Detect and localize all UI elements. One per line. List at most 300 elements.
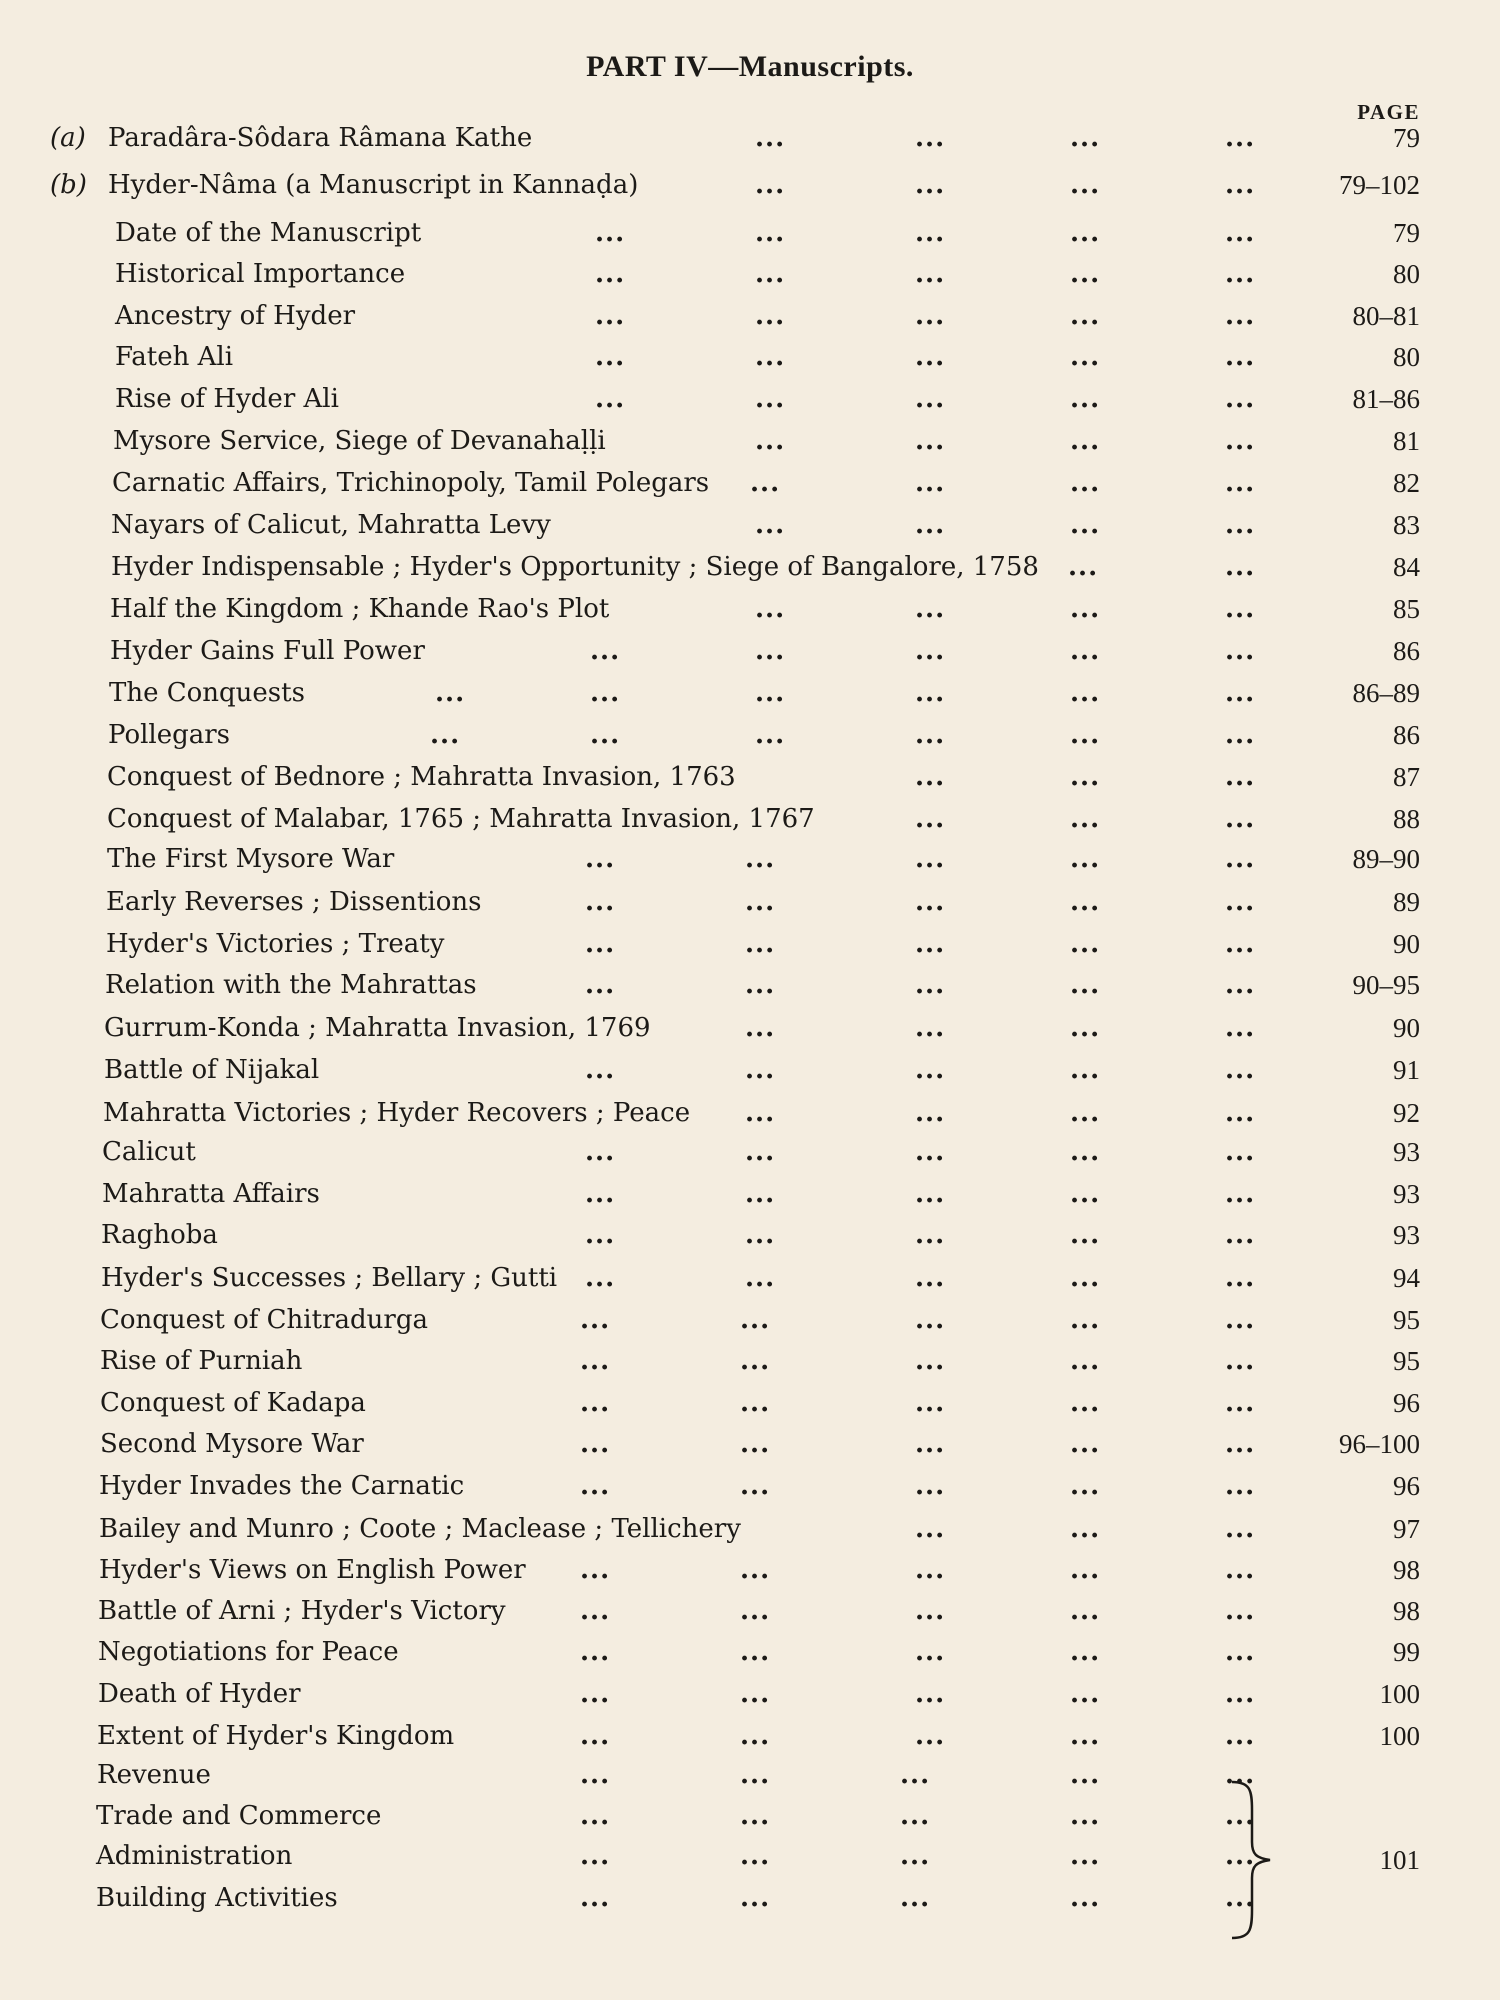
- entry-title: Negotiations for Peace: [98, 1637, 399, 1667]
- entry-title: Relation with the Mahrattas: [105, 970, 477, 1000]
- toc-entry: [0, 165, 1500, 205]
- leader-dots: ...: [595, 301, 626, 331]
- leader-dots: ...: [915, 970, 946, 1000]
- leader-dots: ...: [1225, 552, 1256, 582]
- entry-title: Conquest of Chitradurga: [100, 1305, 428, 1335]
- entry-title: Early Reverses ; Dissentions: [106, 887, 482, 917]
- leader-dots: ...: [755, 426, 786, 456]
- page-number: 79: [1393, 123, 1420, 153]
- right-brace-icon: [1230, 1780, 1290, 1940]
- leader-dots: ...: [915, 804, 946, 834]
- leader-dots: ...: [915, 1388, 946, 1418]
- entry-title: Conquest of Bednore ; Mahratta Invasion, 1763: [107, 762, 736, 792]
- leader-dots: ...: [1070, 1429, 1101, 1459]
- leader-dots: ...: [1225, 636, 1256, 666]
- entry-title: Historical Importance: [115, 259, 406, 289]
- entry-title: Second Mysore War: [100, 1429, 364, 1459]
- leader-dots: ...: [1070, 1220, 1101, 1250]
- leader-dots: ...: [1070, 123, 1101, 153]
- page-number: 82: [1393, 468, 1420, 498]
- page-number: 89: [1393, 887, 1420, 917]
- leader-dots: ...: [590, 636, 621, 666]
- toc-entry: [0, 118, 1500, 158]
- toc-entry: [0, 1674, 1500, 1714]
- leader-dots: ...: [1225, 929, 1256, 959]
- leader-dots: ...: [755, 218, 786, 248]
- entry-title: Pollegars: [108, 720, 231, 750]
- leader-dots: ...: [1070, 1388, 1101, 1418]
- page-number: 100: [1379, 1721, 1420, 1751]
- toc-entry: [0, 213, 1500, 253]
- toc-entry: [0, 379, 1500, 419]
- leader-dots: ...: [580, 1721, 611, 1751]
- leader-dots: ...: [1070, 887, 1101, 917]
- leader-dots: ...: [1225, 342, 1256, 372]
- page-number: 80: [1393, 259, 1420, 289]
- leader-dots: ...: [740, 1346, 771, 1376]
- leader-dots: ...: [1070, 1596, 1101, 1626]
- leader-dots: ...: [595, 259, 626, 289]
- page-number: 93: [1393, 1220, 1420, 1250]
- toc-entry: [0, 1550, 1500, 1590]
- leader-dots: ...: [745, 929, 776, 959]
- toc-entry: [0, 1341, 1500, 1381]
- toc-entry: [0, 547, 1500, 587]
- page-number: 91: [1393, 1055, 1420, 1085]
- leader-dots: ...: [595, 342, 626, 372]
- entry-title: Bailey and Munro ; Coote ; Maclease ; Tellichery: [99, 1514, 741, 1544]
- leader-dots: ...: [915, 426, 946, 456]
- leader-dots: ...: [580, 1555, 611, 1585]
- leader-dots: ...: [745, 1055, 776, 1085]
- toc-entry: [0, 1383, 1500, 1423]
- page-number: 96–100: [1339, 1429, 1420, 1459]
- page-number: 86–89: [1352, 678, 1420, 708]
- leader-dots: ...: [900, 1841, 931, 1871]
- page-title: PART IV—Manuscripts.: [586, 50, 914, 83]
- toc-entry: [0, 631, 1500, 671]
- toc-entry: [0, 337, 1500, 377]
- leader-dots: ...: [1225, 1841, 1256, 1871]
- leader-dots: ...: [755, 384, 786, 414]
- toc-entry: [0, 505, 1500, 545]
- entry-title: Hyder-Nâma (a Manuscript in Kannaḍa): [108, 170, 639, 200]
- leader-dots: ...: [740, 1429, 771, 1459]
- leader-dots: ...: [1070, 426, 1101, 456]
- entry-title: Hyder Gains Full Power: [110, 636, 425, 666]
- leader-dots: ...: [1070, 218, 1101, 248]
- leader-dots: ...: [1070, 970, 1101, 1000]
- leader-dots: ...: [915, 1637, 946, 1667]
- leader-dots: ...: [1225, 1220, 1256, 1250]
- leader-dots: ...: [745, 1098, 776, 1128]
- leader-dots: ...: [745, 970, 776, 1000]
- leader-dots: ...: [915, 1055, 946, 1085]
- leader-dots: ...: [580, 1883, 611, 1913]
- leader-dots: ...: [915, 342, 946, 372]
- leader-dots: ...: [1070, 594, 1101, 624]
- leader-dots: ...: [750, 468, 781, 498]
- leader-dots: ...: [1225, 1013, 1256, 1043]
- entry-title: Hyder Indispensable ; Hyder's Opportunity ; Siege of Bangalore, 1758: [111, 552, 1039, 582]
- entry-title: Calicut: [102, 1137, 196, 1167]
- leader-dots: ...: [585, 1220, 616, 1250]
- leader-dots: ...: [1225, 1098, 1256, 1128]
- leader-dots: ...: [915, 468, 946, 498]
- entry-title: Hyder's Views on English Power: [99, 1555, 526, 1585]
- leader-dots: ...: [740, 1637, 771, 1667]
- leader-dots: ...: [745, 844, 776, 874]
- entry-title: Administration: [96, 1841, 293, 1871]
- leader-dots: ...: [1225, 1514, 1256, 1544]
- leader-dots: ...: [915, 1514, 946, 1544]
- entry-title: Mahratta Victories ; Hyder Recovers ; Peace: [103, 1098, 691, 1128]
- leader-dots: ...: [915, 762, 946, 792]
- leader-dots: ...: [1070, 804, 1101, 834]
- leader-dots: ...: [740, 1305, 771, 1335]
- toc-entry: [0, 1716, 1500, 1756]
- leader-dots: ...: [1225, 1883, 1256, 1913]
- leader-dots: ...: [745, 1137, 776, 1167]
- entry-title: Mahratta Affairs: [102, 1179, 320, 1209]
- page-number: 92: [1393, 1098, 1420, 1128]
- leader-dots: ...: [1225, 844, 1256, 874]
- entry-title: Raghoba: [101, 1220, 218, 1250]
- leader-dots: ...: [755, 259, 786, 289]
- entry-title: Revenue: [97, 1760, 211, 1790]
- page-number: 84: [1393, 552, 1420, 582]
- leader-dots: ...: [1225, 594, 1256, 624]
- leader-dots: ...: [1070, 1013, 1101, 1043]
- leader-dots: ...: [1225, 1388, 1256, 1418]
- leader-dots: ...: [1225, 1471, 1256, 1501]
- page-number: 100: [1379, 1679, 1420, 1709]
- leader-dots: ...: [1070, 1346, 1101, 1376]
- leader-dots: ...: [1070, 1637, 1101, 1667]
- leader-dots: ...: [915, 510, 946, 540]
- leader-dots: ...: [585, 844, 616, 874]
- page-number: 90–95: [1352, 970, 1420, 1000]
- leader-dots: ...: [740, 1471, 771, 1501]
- leader-dots: ...: [1070, 1841, 1101, 1871]
- leader-dots: ...: [1225, 720, 1256, 750]
- entry-title: Battle of Nijakal: [104, 1055, 320, 1085]
- page-number: 83: [1393, 510, 1420, 540]
- leader-dots: ...: [915, 1137, 946, 1167]
- toc-entry: [0, 757, 1500, 797]
- leader-dots: ...: [580, 1429, 611, 1459]
- page-number: 80: [1393, 342, 1420, 372]
- leader-dots: ...: [1225, 1263, 1256, 1293]
- leader-dots: ...: [1225, 970, 1256, 1000]
- page-number: 79: [1393, 218, 1420, 248]
- leader-dots: ...: [580, 1801, 611, 1831]
- leader-dots: ...: [1225, 678, 1256, 708]
- leader-dots: ...: [1225, 1801, 1256, 1831]
- page-number: 86: [1393, 720, 1420, 750]
- leader-dots: ...: [585, 929, 616, 959]
- toc-entry: [0, 254, 1500, 294]
- page-number: 79–102: [1339, 170, 1420, 200]
- entry-title: The First Mysore War: [107, 844, 395, 874]
- toc-entry: [0, 1509, 1500, 1549]
- page-number: 86: [1393, 636, 1420, 666]
- leader-dots: ...: [585, 1179, 616, 1209]
- leader-dots: ...: [740, 1679, 771, 1709]
- entry-title: Extent of Hyder's Kingdom: [97, 1721, 455, 1751]
- entry-title: Hyder's Successes ; Bellary ; Gutti: [101, 1263, 558, 1293]
- leader-dots: ...: [755, 594, 786, 624]
- leader-dots: ...: [900, 1883, 931, 1913]
- leader-dots: ...: [915, 1471, 946, 1501]
- grouped-page-number: 101: [1379, 1845, 1420, 1875]
- entry-title: Date of the Manuscript: [115, 218, 422, 248]
- leader-dots: ...: [915, 1305, 946, 1335]
- page-number: 94: [1393, 1263, 1420, 1293]
- leader-dots: ...: [1225, 1555, 1256, 1585]
- toc-entry: [0, 1300, 1500, 1340]
- toc-entry: [0, 882, 1500, 922]
- leader-dots: ...: [915, 678, 946, 708]
- leader-dots: ...: [1070, 1801, 1101, 1831]
- leader-dots: ...: [740, 1801, 771, 1831]
- page-number: 98: [1393, 1596, 1420, 1626]
- leader-dots: ...: [1070, 1555, 1101, 1585]
- leader-dots: ...: [755, 170, 786, 200]
- page-number: 96: [1393, 1388, 1420, 1418]
- leader-dots: ...: [1225, 510, 1256, 540]
- toc-entry: [0, 421, 1500, 461]
- leader-dots: ...: [435, 678, 466, 708]
- leader-dots: ...: [1070, 1471, 1101, 1501]
- leader-dots: ...: [585, 970, 616, 1000]
- entry-title: Death of Hyder: [98, 1679, 301, 1709]
- page-number: 88: [1393, 804, 1420, 834]
- toc-entry: [0, 1132, 1500, 1172]
- entry-title: Fateh Ali: [115, 342, 234, 372]
- entry-title: Half the Kingdom ; Khande Rao's Plot: [110, 594, 610, 624]
- leader-dots: ...: [740, 1841, 771, 1871]
- leader-dots: ...: [915, 1679, 946, 1709]
- leader-dots: ...: [1225, 1346, 1256, 1376]
- leader-dots: ...: [1070, 170, 1101, 200]
- toc-entry: [0, 463, 1500, 503]
- leader-dots: ...: [915, 887, 946, 917]
- page-number: 97: [1393, 1514, 1420, 1544]
- leader-dots: ...: [740, 1388, 771, 1418]
- page-number: 89–90: [1352, 844, 1420, 874]
- toc-entry: [0, 1008, 1500, 1048]
- leader-dots: ...: [915, 1220, 946, 1250]
- leader-dots: ...: [915, 123, 946, 153]
- leader-dots: ...: [590, 678, 621, 708]
- entry-title: Hyder Invades the Carnatic: [99, 1471, 465, 1501]
- leader-dots: ...: [915, 1596, 946, 1626]
- leader-dots: ...: [1225, 468, 1256, 498]
- leader-dots: ...: [1225, 123, 1256, 153]
- toc-entry: [0, 924, 1500, 964]
- leader-dots: ...: [1070, 301, 1101, 331]
- leader-dots: ...: [1068, 552, 1099, 582]
- leader-dots: ...: [1070, 384, 1101, 414]
- leader-dots: ...: [915, 259, 946, 289]
- page-number: 90: [1393, 1013, 1420, 1043]
- leader-dots: ...: [1225, 1596, 1256, 1626]
- page-number: 81: [1393, 426, 1420, 456]
- page-number: 81–86: [1352, 384, 1420, 414]
- leader-dots: ...: [595, 218, 626, 248]
- leader-dots: ...: [580, 1637, 611, 1667]
- leader-dots: ...: [915, 1263, 946, 1293]
- leader-dots: ...: [585, 1263, 616, 1293]
- leader-dots: ...: [755, 720, 786, 750]
- page-number: 90: [1393, 929, 1420, 959]
- page-number: 98: [1393, 1555, 1420, 1585]
- leader-dots: ...: [1070, 720, 1101, 750]
- leader-dots: ...: [745, 887, 776, 917]
- toc-entry: [0, 839, 1500, 879]
- leader-dots: ...: [1070, 259, 1101, 289]
- entry-title: Nayars of Calicut, Mahratta Levy: [111, 510, 551, 540]
- entry-title: Mysore Service, Siege of Devanahaḷḷi: [113, 426, 606, 456]
- leader-dots: ...: [1070, 1179, 1101, 1209]
- entry-marker: (b): [50, 170, 87, 200]
- leader-dots: ...: [1070, 1883, 1101, 1913]
- leader-dots: ...: [580, 1346, 611, 1376]
- leader-dots: ...: [590, 720, 621, 750]
- leader-dots: ...: [580, 1841, 611, 1871]
- leader-dots: ...: [1225, 1760, 1256, 1790]
- leader-dots: ...: [1070, 1514, 1101, 1544]
- leader-dots: ...: [1070, 468, 1101, 498]
- leader-dots: ...: [1225, 804, 1256, 834]
- leader-dots: ...: [585, 1055, 616, 1085]
- leader-dots: ...: [745, 1220, 776, 1250]
- entry-title: Paradâra-Sôdara Râmana Kathe: [108, 123, 533, 153]
- leader-dots: ...: [900, 1760, 931, 1790]
- leader-dots: ...: [1225, 384, 1256, 414]
- leader-dots: ...: [915, 1013, 946, 1043]
- entry-marker: (a): [50, 123, 86, 153]
- leader-dots: ...: [1070, 678, 1101, 708]
- leader-dots: ...: [915, 1346, 946, 1376]
- leader-dots: ...: [915, 170, 946, 200]
- entry-title: The Conquests: [109, 678, 305, 708]
- leader-dots: ...: [1070, 1098, 1101, 1128]
- leader-dots: ...: [755, 342, 786, 372]
- leader-dots: ...: [1070, 1679, 1101, 1709]
- leader-dots: ...: [1070, 1760, 1101, 1790]
- toc-entry: [0, 1050, 1500, 1090]
- toc-entry: [0, 296, 1500, 336]
- entry-title: Building Activities: [96, 1883, 338, 1913]
- page-number: 87: [1393, 762, 1420, 792]
- toc-entry: [0, 673, 1500, 713]
- page-number: 96: [1393, 1471, 1420, 1501]
- leader-dots: ...: [915, 218, 946, 248]
- leader-dots: ...: [1070, 1137, 1101, 1167]
- leader-dots: ...: [915, 594, 946, 624]
- leader-dots: ...: [915, 384, 946, 414]
- toc-entry: [0, 1466, 1500, 1506]
- leader-dots: ...: [580, 1388, 611, 1418]
- leader-dots: ...: [1225, 301, 1256, 331]
- toc-entry: [0, 1424, 1500, 1464]
- leader-dots: ...: [745, 1013, 776, 1043]
- leader-dots: ...: [755, 301, 786, 331]
- leader-dots: ...: [1225, 1429, 1256, 1459]
- leader-dots: ...: [580, 1305, 611, 1335]
- toc-entry: [0, 1258, 1500, 1298]
- leader-dots: ...: [1070, 510, 1101, 540]
- toc-entry: [0, 965, 1500, 1005]
- leader-dots: ...: [580, 1760, 611, 1790]
- entry-title: Battle of Arni ; Hyder's Victory: [98, 1596, 506, 1626]
- leader-dots: ...: [915, 844, 946, 874]
- leader-dots: ...: [915, 1555, 946, 1585]
- leader-dots: ...: [1070, 762, 1101, 792]
- entry-title: Hyder's Victories ; Treaty: [106, 929, 445, 959]
- leader-dots: ...: [915, 301, 946, 331]
- leader-dots: ...: [915, 720, 946, 750]
- leader-dots: ...: [1225, 259, 1256, 289]
- page-number: 93: [1393, 1137, 1420, 1167]
- leader-dots: ...: [755, 636, 786, 666]
- entry-title: Rise of Purniah: [100, 1346, 303, 1376]
- entry-title: Conquest of Malabar, 1765 ; Mahratta Invasion, 1767: [107, 804, 815, 834]
- leader-dots: ...: [900, 1801, 931, 1831]
- leader-dots: ...: [915, 636, 946, 666]
- page-number: 93: [1393, 1179, 1420, 1209]
- leader-dots: ...: [1225, 426, 1256, 456]
- leader-dots: ...: [1070, 929, 1101, 959]
- leader-dots: ...: [755, 510, 786, 540]
- leader-dots: ...: [740, 1721, 771, 1751]
- leader-dots: ...: [915, 1721, 946, 1751]
- page-number: 85: [1393, 594, 1420, 624]
- leader-dots: ...: [740, 1760, 771, 1790]
- leader-dots: ...: [1225, 1179, 1256, 1209]
- leader-dots: ...: [1225, 170, 1256, 200]
- page-number: 95: [1393, 1346, 1420, 1376]
- leader-dots: ...: [915, 1179, 946, 1209]
- entry-title: Trade and Commerce: [96, 1801, 382, 1831]
- leader-dots: ...: [755, 678, 786, 708]
- leader-dots: ...: [1070, 636, 1101, 666]
- leader-dots: ...: [1225, 887, 1256, 917]
- leader-dots: ...: [740, 1596, 771, 1626]
- toc-entry: [0, 1093, 1500, 1133]
- leader-dots: ...: [745, 1263, 776, 1293]
- leader-dots: ...: [1225, 762, 1256, 792]
- toc-entry: [0, 799, 1500, 839]
- toc-entry: [0, 1632, 1500, 1672]
- leader-dots: ...: [585, 1137, 616, 1167]
- toc-entry: [0, 1215, 1500, 1255]
- leader-dots: ...: [740, 1883, 771, 1913]
- page-number: 95: [1393, 1305, 1420, 1335]
- leader-dots: ...: [1225, 218, 1256, 248]
- leader-dots: ...: [1225, 1055, 1256, 1085]
- toc-entry: [0, 1174, 1500, 1214]
- leader-dots: ...: [585, 887, 616, 917]
- entry-title: Conquest of Kadapa: [100, 1388, 366, 1418]
- toc-entry: [0, 1591, 1500, 1631]
- leader-dots: ...: [915, 929, 946, 959]
- page-number: 99: [1393, 1637, 1420, 1667]
- leader-dots: ...: [580, 1596, 611, 1626]
- leader-dots: ...: [755, 123, 786, 153]
